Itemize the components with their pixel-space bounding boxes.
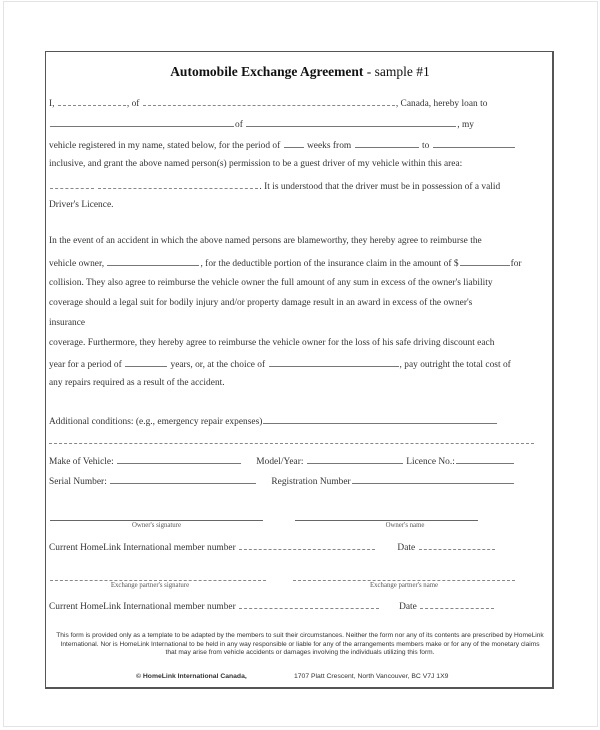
partner-name-field[interactable]	[293, 580, 515, 581]
partner-signature-label: Exchange partner's signature	[110, 582, 190, 589]
p1-line6: Driver's Licence.	[49, 200, 114, 210]
p2-line7	[49, 358, 511, 370]
vehicle-row-2	[49, 475, 515, 487]
partner-date-field[interactable]	[420, 600, 494, 609]
text: , of	[126, 99, 142, 109]
borrower-address-field[interactable]	[246, 118, 456, 127]
text: weeks from	[304, 141, 354, 151]
text: year for a period of	[49, 360, 125, 370]
owner-member-row	[49, 541, 496, 553]
model-year-field[interactable]	[307, 455, 403, 464]
deductible-amount-field[interactable]	[460, 257, 510, 266]
member-number-label: Current HomeLink International member number	[49, 543, 236, 553]
text: years, or, at the choice of	[168, 360, 268, 370]
registration-label: Registration Number	[271, 477, 351, 487]
copyright-text: © HomeLink International Canada,	[136, 673, 247, 680]
owner-member-number-field[interactable]	[239, 541, 375, 550]
vehicle-owner-field[interactable]	[107, 257, 199, 266]
p1-line5	[49, 180, 500, 192]
additional-conditions-field[interactable]	[263, 415, 497, 424]
text: vehicle registered in my name, stated below, for the period of	[49, 141, 283, 151]
p2-line4: coverage should a legal suit for bodily injury and/or property damage result in an award in excess of the owner's	[49, 298, 473, 308]
additional-conditions-row	[49, 415, 498, 427]
partner-name-label: Exchange partner's name	[369, 582, 439, 589]
member-number-label: Current HomeLink International member number	[49, 602, 236, 612]
owner-signature-field[interactable]	[50, 520, 263, 521]
text: for	[510, 259, 522, 269]
lender-name-field[interactable]	[58, 97, 126, 106]
text: to	[419, 141, 432, 151]
p2-line2	[49, 257, 522, 269]
to-date-field[interactable]	[433, 139, 515, 148]
text: . It is understood that the driver must be in possession of a valid	[259, 182, 501, 192]
partner-member-row	[49, 600, 495, 612]
partner-signature-field[interactable]	[50, 580, 266, 581]
area-field-2[interactable]	[98, 180, 258, 189]
owner-name-label: Owner's name	[385, 522, 425, 529]
title-suffix: - sample #1	[363, 64, 430, 79]
additional-conditions-label: Additional conditions: (e.g., emergency repair expenses)	[49, 417, 263, 427]
text: I,	[49, 99, 57, 109]
p1-line4: inclusive, and grant the above named person(s) permission to be a guest driver of my vehicle within this area:	[49, 159, 463, 169]
choice-of-field[interactable]	[269, 358, 399, 367]
lender-address-field[interactable]	[143, 97, 395, 106]
date-label: Date	[397, 543, 416, 553]
licence-field[interactable]	[456, 455, 514, 464]
registration-number-field[interactable]	[352, 475, 514, 484]
title-bold: Automobile Exchange Agreement	[170, 64, 364, 79]
p2-line8: any repairs required as a result of the accident.	[49, 378, 225, 388]
p2-line3: collision. They also agree to reimburse the vehicle owner the full amount of any sum in excess of the owner's liability	[49, 278, 493, 288]
disclaimer-text: This form is provided only as a template to be adapted by the members to suit their circumstances. Neither the form nor any of its contents are prescribed by HomeLink International. Nor is HomeLink International to be held in any way responsible or liable for any of the arrangements members make or for any of the monetary claims that may arise from vehicle accidents or damages involving the individuals utilizing this form.	[56, 632, 544, 657]
weeks-field[interactable]	[284, 139, 304, 148]
make-label: Make of Vehicle:	[49, 457, 114, 467]
text: vehicle owner,	[49, 259, 107, 269]
p1-line3	[49, 139, 516, 151]
p2-line1: In the event of an accident in which the above named persons are blameworthy, they hereby agree to reimburse the	[49, 236, 482, 246]
area-field-1[interactable]	[50, 180, 94, 189]
document-title	[0, 64, 600, 80]
p1-line1	[49, 97, 487, 109]
years-field[interactable]	[125, 358, 167, 367]
serial-label: Serial Number:	[49, 477, 107, 487]
owner-date-field[interactable]	[419, 541, 495, 550]
additional-conditions-field-2[interactable]	[49, 443, 534, 444]
owner-signature-label: Owner's signature	[132, 522, 181, 529]
model-label: Model/Year:	[256, 457, 304, 467]
serial-number-field[interactable]	[110, 475, 256, 484]
make-field[interactable]	[117, 455, 241, 464]
text: , Canada, hereby loan to	[395, 99, 488, 109]
text: , my	[457, 120, 474, 130]
owner-name-field[interactable]	[295, 520, 478, 521]
text: , for the deductible portion of the insurance claim in the amount of $	[200, 259, 459, 269]
text: of	[235, 120, 246, 130]
from-date-field[interactable]	[355, 139, 419, 148]
p1-line2	[49, 118, 474, 130]
date-label: Date	[399, 602, 417, 612]
vehicle-row-1	[49, 455, 515, 467]
text: , pay outright the total cost of	[399, 360, 511, 370]
partner-member-number-field[interactable]	[239, 600, 379, 609]
borrower-name-field[interactable]	[50, 118, 234, 127]
address-text: 1707 Platt Crescent, North Vancouver, BC V7J 1X9	[294, 673, 449, 680]
p2-line6: coverage. Furthermore, they hereby agree to reimburse the vehicle owner for the loss of his safe driving discount each	[49, 338, 495, 348]
licence-label: Licence No.:	[406, 457, 455, 467]
p2-line5: insurance	[49, 318, 86, 328]
